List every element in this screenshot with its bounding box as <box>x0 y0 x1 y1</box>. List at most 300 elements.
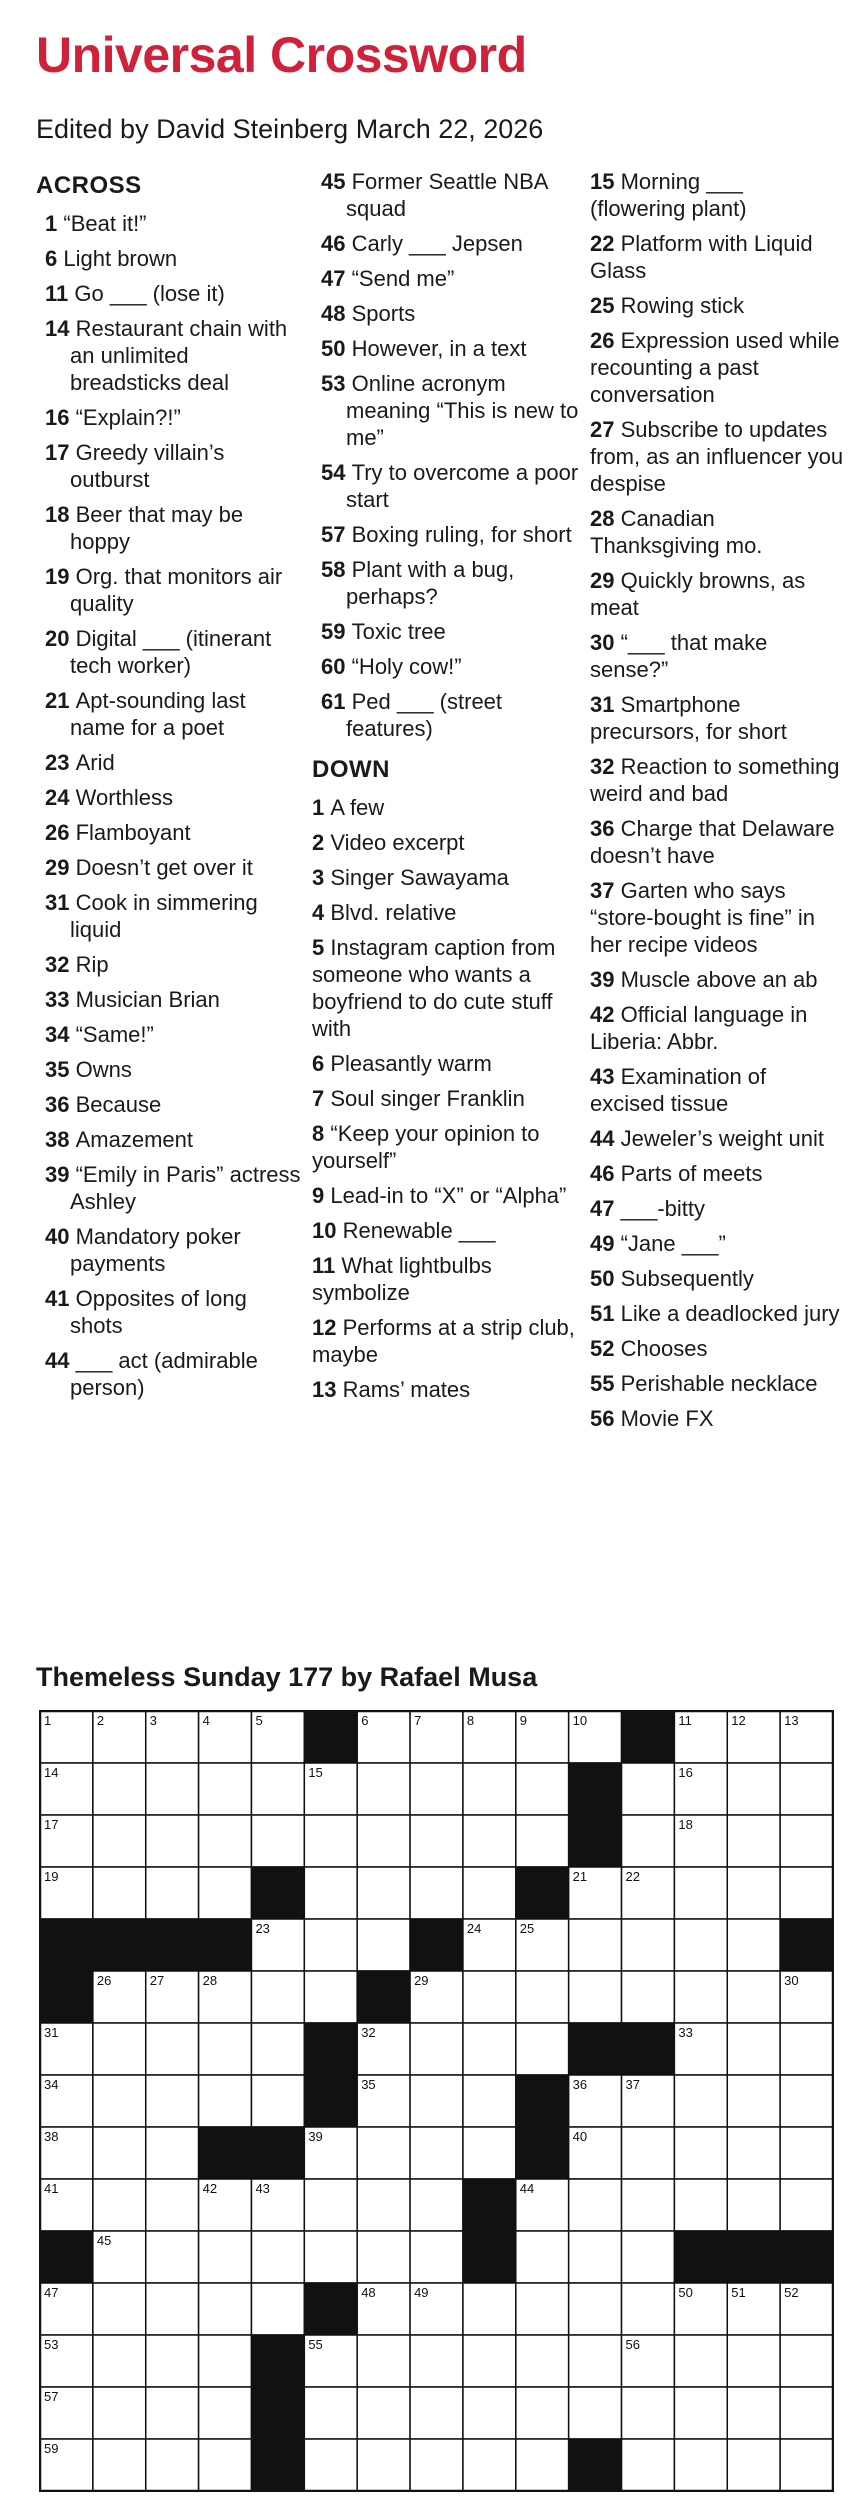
clue-column-2 <box>312 168 582 1411</box>
clue-text: Light brown <box>63 246 178 271</box>
clue-item <box>590 1160 844 1187</box>
cell-number: 8 <box>466 1713 475 1728</box>
clue-number: 9 <box>312 1183 325 1208</box>
cell-number: 39 <box>308 2129 323 2144</box>
clue-text: “Send me” <box>351 266 455 291</box>
clue-number: 26 <box>45 820 70 845</box>
grid-cell[interactable] <box>727 2179 780 2231</box>
clue-number: 11 <box>45 281 69 306</box>
grid-cell[interactable] <box>674 2387 727 2439</box>
grid-cell[interactable] <box>569 2387 622 2439</box>
clue-text: Blvd. relative <box>330 900 457 925</box>
clue-number: 47 <box>321 266 346 291</box>
clue-text: Former Seattle NBA squad <box>346 169 548 221</box>
clue-number: 25 <box>590 293 615 318</box>
grid-cell[interactable] <box>304 2179 357 2231</box>
clue-number: 61 <box>321 689 346 714</box>
clue-item <box>312 794 582 821</box>
clue-number: 10 <box>312 1218 337 1243</box>
cell-number: 24 <box>466 1921 482 1936</box>
grid-cell[interactable] <box>304 2231 357 2283</box>
cell-number: 60 <box>255 2441 270 2456</box>
grid-cell[interactable] <box>463 1763 516 1815</box>
clue-text: Soul singer Franklin <box>330 1086 525 1111</box>
clue-item <box>36 819 304 846</box>
clue-item <box>590 567 844 621</box>
clue-item <box>36 404 304 431</box>
clue-item <box>36 1126 304 1153</box>
clue-item <box>590 1300 844 1327</box>
clue-text: Quickly browns, as meat <box>590 568 806 620</box>
clue-number: 27 <box>590 417 615 442</box>
grid-cell[interactable] <box>516 2023 569 2075</box>
clue-item <box>590 1125 844 1152</box>
grid-cell[interactable] <box>727 2127 780 2179</box>
cell-number: 53 <box>44 2337 59 2352</box>
black-square <box>516 1867 569 1919</box>
grid-cell[interactable] <box>516 1763 569 1815</box>
clue-text: Org. that monitors air quality <box>70 564 283 616</box>
clue-text: Go ___ (lose it) <box>74 281 225 306</box>
grid-cell[interactable] <box>674 1919 727 1971</box>
grid-cell[interactable] <box>463 2283 516 2335</box>
cell-number: 59 <box>44 2441 59 2456</box>
clue-text: Carly ___ Jepsen <box>351 231 523 256</box>
clue-text: Musician Brian <box>75 987 220 1012</box>
grid-cell[interactable] <box>199 2023 252 2075</box>
grid-cell[interactable] <box>251 1815 304 1867</box>
clue-number: 50 <box>590 1266 615 1291</box>
grid-cell[interactable] <box>251 2231 304 2283</box>
grid-cell[interactable] <box>410 1763 463 1815</box>
cell-number: 49 <box>414 2285 429 2300</box>
clue-text: Online acronym meaning “This is new to me” <box>346 371 579 450</box>
puzzle-title: Themeless Sunday 177 by Rafael Musa <box>36 1662 538 1692</box>
cell-number: 6 <box>361 1713 369 1728</box>
grid-cell[interactable] <box>622 1763 675 1815</box>
grid-cell[interactable] <box>780 2127 833 2179</box>
cell-number: 36 <box>572 2077 588 2092</box>
clue-number: 21 <box>45 688 70 713</box>
clue-item <box>312 653 582 680</box>
cell-number: 3 <box>149 1713 157 1728</box>
grid-cell[interactable] <box>357 2127 410 2179</box>
grid-cell[interactable] <box>146 1867 199 1919</box>
clue-text: ___-bitty <box>620 1196 705 1221</box>
cell-number: 15 <box>308 1765 323 1780</box>
clue-text: Parts of meets <box>620 1161 763 1186</box>
clue-number: 1 <box>45 211 58 236</box>
grid-cell[interactable] <box>674 1867 727 1919</box>
clue-number: 7 <box>312 1086 325 1111</box>
clue-number: 6 <box>45 246 58 271</box>
black-square <box>780 2231 833 2283</box>
grid-cell[interactable] <box>780 2179 833 2231</box>
grid-cell[interactable] <box>199 2439 252 2491</box>
clue-text: Garten who says “store-bought is fine” in her recipe videos <box>590 878 815 957</box>
grid-cell[interactable] <box>463 1867 516 1919</box>
clue-item <box>36 1056 304 1083</box>
grid-cell[interactable] <box>569 2335 622 2387</box>
grid-cell[interactable] <box>727 1763 780 1815</box>
cell-number: 29 <box>414 1973 429 1988</box>
grid-cell[interactable] <box>780 1867 833 1919</box>
clue-item <box>590 691 844 745</box>
grid-cell[interactable] <box>357 1867 410 1919</box>
grid-cell[interactable] <box>674 2335 727 2387</box>
grid-cell[interactable] <box>463 2127 516 2179</box>
grid-cell[interactable] <box>463 1815 516 1867</box>
clue-item <box>36 280 304 307</box>
grid-cell[interactable] <box>569 2283 622 2335</box>
cell-number: 17 <box>44 1817 59 1832</box>
grid-cell[interactable] <box>93 2023 146 2075</box>
grid-cell[interactable] <box>727 1971 780 2023</box>
clue-number: 33 <box>45 987 70 1012</box>
clue-number: 24 <box>45 785 70 810</box>
grid-cell[interactable] <box>727 2335 780 2387</box>
grid-cell[interactable] <box>463 1971 516 2023</box>
clue-item <box>36 784 304 811</box>
grid-cell[interactable] <box>410 2075 463 2127</box>
black-square <box>304 2283 357 2335</box>
cell-number: 5 <box>255 1713 263 1728</box>
grid-cell[interactable] <box>304 1815 357 1867</box>
black-square <box>304 2023 357 2075</box>
grid-cell[interactable] <box>727 1867 780 1919</box>
grid-cell[interactable] <box>463 2335 516 2387</box>
grid-cell[interactable] <box>569 2231 622 2283</box>
grid-cell[interactable] <box>622 2179 675 2231</box>
clue-number: 32 <box>45 952 70 977</box>
grid-cell[interactable] <box>463 2387 516 2439</box>
grid-cell[interactable] <box>780 2439 833 2491</box>
black-square <box>304 2075 357 2127</box>
grid-cell[interactable] <box>780 1815 833 1867</box>
clue-item <box>590 1230 844 1257</box>
cell-number: 38 <box>44 2129 59 2144</box>
clue-number: 52 <box>590 1336 615 1361</box>
grid-cell[interactable] <box>199 1815 252 1867</box>
grid-cell[interactable] <box>780 1763 833 1815</box>
grid-cell[interactable] <box>463 2439 516 2491</box>
grid-cell[interactable] <box>93 2075 146 2127</box>
grid-cell[interactable] <box>780 2387 833 2439</box>
clue-item <box>312 1085 582 1112</box>
clue-number: 29 <box>590 568 615 593</box>
clue-text: Pleasantly warm <box>330 1051 492 1076</box>
grid-cell[interactable] <box>304 1971 357 2023</box>
grid-cell[interactable] <box>622 2283 675 2335</box>
clue-text: Cook in simmering liquid <box>70 890 258 942</box>
grid-cell[interactable] <box>304 1919 357 1971</box>
clue-item <box>312 899 582 926</box>
grid-cell[interactable] <box>357 1763 410 1815</box>
clue-item <box>590 416 844 497</box>
clue-item <box>312 1252 582 1306</box>
grid-cell[interactable] <box>516 1815 569 1867</box>
grid-cell[interactable] <box>463 2023 516 2075</box>
cell-number: 42 <box>202 2181 218 2196</box>
cell-number: 47 <box>44 2285 59 2300</box>
grid-cell[interactable] <box>727 1919 780 1971</box>
clue-text: Greedy villain’s outburst <box>70 440 225 492</box>
grid-cell[interactable] <box>93 1763 146 1815</box>
clue-number: 58 <box>321 557 346 582</box>
black-square <box>199 2127 252 2179</box>
clue-item <box>36 1091 304 1118</box>
grid-cell[interactable] <box>93 2387 146 2439</box>
cell-number: 18 <box>678 1817 693 1832</box>
cell-number: 27 <box>149 1973 165 1988</box>
clue-item <box>312 1376 582 1403</box>
clue-text: Restaurant chain with an unlimited breadsticks deal <box>70 316 288 395</box>
grid-cell[interactable] <box>304 2387 357 2439</box>
grid-cell[interactable] <box>357 1919 410 1971</box>
clue-number: 18 <box>45 502 70 527</box>
cell-number: 32 <box>361 2025 376 2040</box>
clue-number: 49 <box>590 1231 615 1256</box>
cell-number: 35 <box>361 2077 376 2092</box>
grid-cell[interactable] <box>146 1763 199 1815</box>
black-square <box>569 1815 622 1867</box>
cell-number: 52 <box>784 2285 799 2300</box>
clue-number: 59 <box>321 619 346 644</box>
grid-cell[interactable] <box>674 2439 727 2491</box>
grid-cell[interactable] <box>93 2179 146 2231</box>
clue-number: 41 <box>45 1286 70 1311</box>
clue-item <box>312 521 582 548</box>
clue-text: Like a deadlocked jury <box>620 1301 840 1326</box>
clue-item <box>36 1347 304 1401</box>
clue-item <box>36 1285 304 1339</box>
down-heading: DOWN <box>312 756 390 783</box>
grid-cell[interactable] <box>569 1919 622 1971</box>
clue-number: 26 <box>590 328 615 353</box>
clue-number: 2 <box>312 830 325 855</box>
grid-cell[interactable] <box>199 2387 252 2439</box>
cell-number: 20 <box>255 1869 270 1884</box>
grid-cell[interactable] <box>146 2439 199 2491</box>
clue-item <box>590 1335 844 1362</box>
grid-cell[interactable] <box>622 1919 675 1971</box>
grid-cell[interactable] <box>146 2023 199 2075</box>
grid-cell[interactable] <box>251 2023 304 2075</box>
clue-text: Mandatory poker payments <box>70 1224 241 1276</box>
clue-text: Movie FX <box>620 1406 714 1431</box>
grid-cell[interactable] <box>780 2335 833 2387</box>
grid-cell[interactable] <box>727 2439 780 2491</box>
cell-number: 12 <box>731 1713 746 1728</box>
grid-cell[interactable] <box>304 2439 357 2491</box>
clue-number: 29 <box>45 855 70 880</box>
grid-cell[interactable] <box>199 2335 252 2387</box>
grid-cell[interactable] <box>146 1815 199 1867</box>
clue-number: 23 <box>45 750 70 775</box>
clue-number: 43 <box>590 1064 615 1089</box>
grid-cell[interactable] <box>516 2387 569 2439</box>
grid-cell[interactable] <box>622 2387 675 2439</box>
clue-column-3 <box>590 168 844 1440</box>
grid-cell[interactable] <box>516 1971 569 2023</box>
cell-number: 1 <box>44 1713 52 1728</box>
clue-column-1 <box>36 168 304 1409</box>
grid-cell[interactable] <box>727 2387 780 2439</box>
grid-cell[interactable] <box>674 2075 727 2127</box>
grid-cell[interactable] <box>93 1867 146 1919</box>
grid-cell[interactable] <box>727 2023 780 2075</box>
grid-cell[interactable] <box>146 2127 199 2179</box>
grid-cell[interactable] <box>410 2335 463 2387</box>
clue-text: Doesn’t get over it <box>75 855 253 880</box>
clue-number: 31 <box>45 890 70 915</box>
cell-number: 54 <box>255 2337 270 2352</box>
clue-item <box>36 625 304 679</box>
grid-cell[interactable] <box>357 1815 410 1867</box>
clue-item <box>312 230 582 257</box>
cell-number: 23 <box>255 1921 270 1936</box>
clue-item <box>590 505 844 559</box>
grid-cell[interactable] <box>410 1815 463 1867</box>
grid-cell[interactable] <box>410 2387 463 2439</box>
grid-cell[interactable] <box>93 2439 146 2491</box>
clue-text: Performs at a strip club, maybe <box>312 1315 575 1367</box>
cell-number: 61 <box>572 2441 588 2456</box>
black-square <box>199 1919 252 1971</box>
grid-cell[interactable] <box>304 1867 357 1919</box>
grid-cell[interactable] <box>780 2023 833 2075</box>
grid-cell[interactable] <box>410 2179 463 2231</box>
grid-cell[interactable] <box>622 1971 675 2023</box>
grid-cell[interactable] <box>780 2075 833 2127</box>
grid-cell[interactable] <box>674 1971 727 2023</box>
clue-text: Subsequently <box>620 1266 754 1291</box>
grid-cell[interactable] <box>199 1763 252 1815</box>
clue-item <box>36 986 304 1013</box>
grid-cell[interactable] <box>463 2075 516 2127</box>
clue-number: 50 <box>321 336 346 361</box>
cell-number: 10 <box>572 1713 588 1728</box>
grid-cell[interactable] <box>93 1815 146 1867</box>
clue-text: Sports <box>351 301 416 326</box>
clue-text: Apt-sounding last name for a poet <box>70 688 246 740</box>
grid-cell[interactable] <box>146 2179 199 2231</box>
clue-text: However, in a text <box>351 336 527 361</box>
crossword-grid[interactable] <box>39 1710 834 2492</box>
grid-cell[interactable] <box>410 1867 463 1919</box>
page-title: Universal Crossword <box>36 27 527 83</box>
grid-cell[interactable] <box>727 1815 780 1867</box>
clue-item <box>36 1021 304 1048</box>
clue-number: 5 <box>312 935 325 960</box>
clue-number: 19 <box>45 564 70 589</box>
clue-number: 55 <box>590 1371 615 1396</box>
grid-cell[interactable] <box>410 2231 463 2283</box>
grid-cell[interactable] <box>146 2387 199 2439</box>
clue-item <box>36 951 304 978</box>
grid-cell[interactable] <box>251 1763 304 1815</box>
cell-number: 34 <box>44 2077 59 2092</box>
cell-number: 19 <box>44 1869 59 1884</box>
cell-number: 57 <box>44 2389 59 2404</box>
grid-cell[interactable] <box>199 2283 252 2335</box>
grid-cell[interactable] <box>516 2439 569 2491</box>
grid-cell[interactable] <box>199 2075 252 2127</box>
grid-cell[interactable] <box>674 2179 727 2231</box>
grid-cell[interactable] <box>93 2283 146 2335</box>
clue-item <box>590 629 844 683</box>
grid-cell[interactable] <box>146 2335 199 2387</box>
clue-number: 16 <box>45 405 70 430</box>
grid-cell[interactable] <box>622 2231 675 2283</box>
cell-number: 43 <box>255 2181 270 2196</box>
clue-text: Jeweler’s weight unit <box>620 1126 825 1151</box>
grid-cell[interactable] <box>357 2335 410 2387</box>
grid-cell[interactable] <box>93 2335 146 2387</box>
grid-cell[interactable] <box>93 2127 146 2179</box>
grid-cell[interactable] <box>410 2127 463 2179</box>
grid-cell[interactable] <box>357 2179 410 2231</box>
grid-cell[interactable] <box>146 2075 199 2127</box>
grid-cell[interactable] <box>727 2075 780 2127</box>
grid-cell[interactable] <box>251 2075 304 2127</box>
cell-number: 31 <box>44 2025 59 2040</box>
grid-cell[interactable] <box>622 1815 675 1867</box>
black-square <box>516 2127 569 2179</box>
grid-cell[interactable] <box>569 1971 622 2023</box>
black-square <box>410 1919 463 1971</box>
grid-cell[interactable] <box>357 2387 410 2439</box>
cell-number: 40 <box>572 2129 588 2144</box>
down-clues-part-1 <box>312 794 582 1403</box>
grid-cell[interactable] <box>516 2283 569 2335</box>
clue-text: Canadian Thanksgiving mo. <box>590 506 763 558</box>
grid-cell[interactable] <box>199 1867 252 1919</box>
clue-item <box>590 1405 844 1432</box>
clue-item <box>36 1161 304 1215</box>
grid-cell[interactable] <box>357 2231 410 2283</box>
cell-number: 33 <box>678 2025 693 2040</box>
grid-cell[interactable] <box>622 2127 675 2179</box>
grid-cell[interactable] <box>357 2439 410 2491</box>
grid-cell[interactable] <box>516 2335 569 2387</box>
grid-cell[interactable] <box>146 2231 199 2283</box>
grid-cell[interactable] <box>622 2439 675 2491</box>
cell-number: 41 <box>44 2181 59 2196</box>
grid-cell[interactable] <box>251 1971 304 2023</box>
clue-item <box>312 1314 582 1368</box>
grid-cell[interactable] <box>674 2127 727 2179</box>
clue-text: Reaction to something weird and bad <box>590 754 840 806</box>
grid-cell[interactable] <box>199 2231 252 2283</box>
black-square <box>357 1971 410 2023</box>
clue-item <box>36 749 304 776</box>
clue-item <box>312 1050 582 1077</box>
grid-cell[interactable] <box>410 2023 463 2075</box>
crossword-grid-svg[interactable] <box>39 1710 834 2492</box>
grid-cell[interactable] <box>251 2283 304 2335</box>
clue-item <box>36 245 304 272</box>
grid-cell[interactable] <box>516 2231 569 2283</box>
grid-cell[interactable] <box>146 2283 199 2335</box>
grid-cell[interactable] <box>569 2179 622 2231</box>
black-square <box>304 1711 357 1763</box>
clue-number: 56 <box>590 1406 615 1431</box>
clue-text: Smartphone precursors, for short <box>590 692 787 744</box>
clue-number: 51 <box>590 1301 615 1326</box>
grid-cell[interactable] <box>410 2439 463 2491</box>
black-square <box>780 1919 833 1971</box>
